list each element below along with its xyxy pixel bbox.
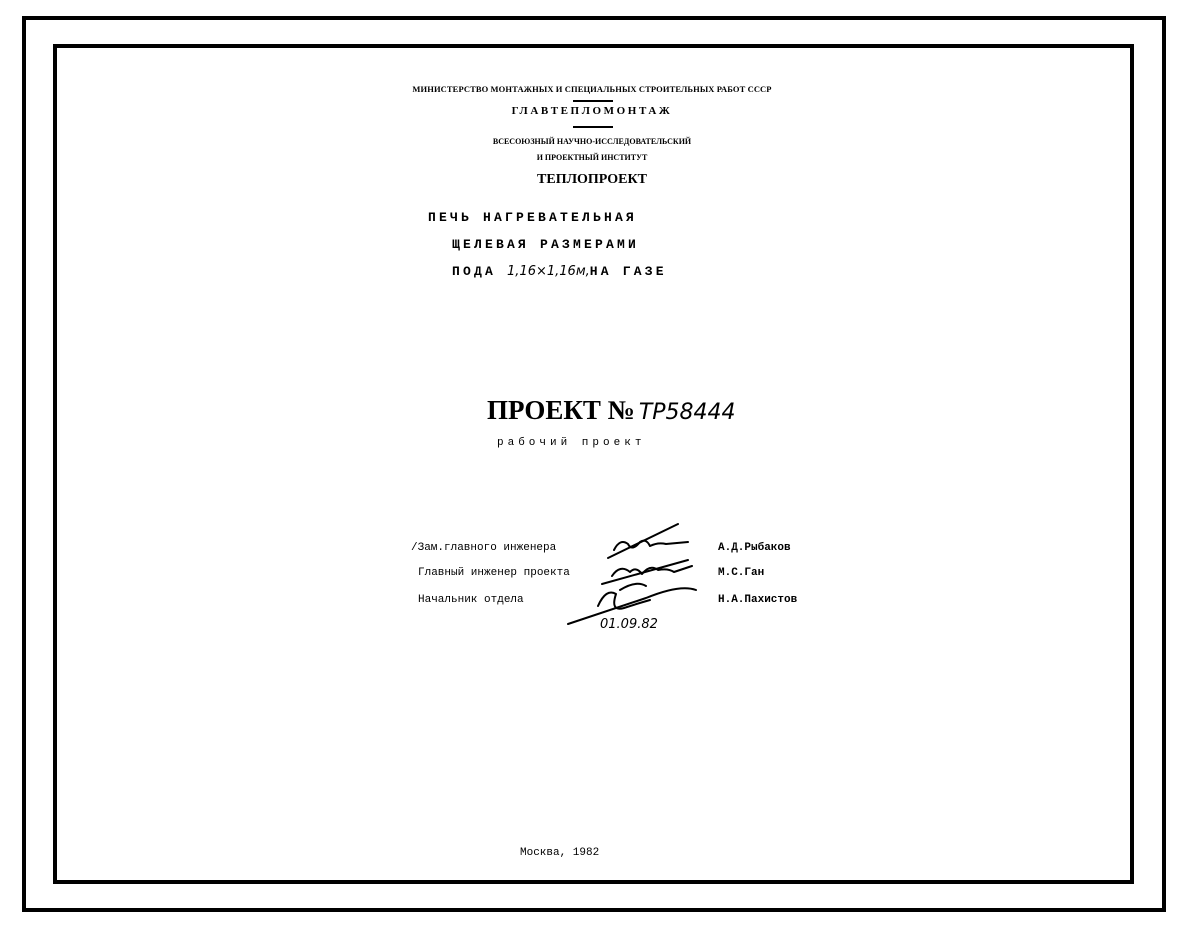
signatory-name: А.Д.Рыбаков <box>718 542 791 554</box>
signatory-role: Начальник отдела <box>418 594 524 606</box>
handwritten-signatures <box>550 520 710 630</box>
signatory-role: Главный инженер проекта <box>418 567 570 579</box>
title-sheet-frame <box>53 44 1134 884</box>
project-label: ПРОЕКТ № <box>487 395 635 425</box>
project-heading <box>487 395 736 426</box>
signature-date: 01.09.82 <box>600 617 658 632</box>
document-title-line-3 <box>452 264 667 279</box>
document-title-line-1: ПЕЧЬ НАГРЕВАТЕЛЬНАЯ <box>428 210 638 225</box>
title-line-3-suffix: НА ГАЗЕ <box>589 264 667 279</box>
signature-stroke <box>620 584 646 590</box>
city-and-year: Москва, 1982 <box>520 847 600 859</box>
title-size-handwritten: 1,16×1,16м, <box>507 264 590 279</box>
project-subtitle: рабочий проект <box>497 437 646 449</box>
divider-rule-top <box>573 100 613 102</box>
signatory-role: /Зам.главного инженера <box>411 542 557 554</box>
signatory-name: М.С.Ган <box>718 567 765 579</box>
divider-rule-bottom <box>573 126 613 128</box>
document-title-line-2: ЩЕЛЕВАЯ РАЗМЕРАМИ <box>452 237 640 252</box>
glavk-name: ГЛАВТЕПЛОМОНТАЖ <box>511 105 673 117</box>
institute-name: ТЕПЛОПРОЕКТ <box>537 172 647 187</box>
institute-line-1: ВСЕСОЮЗНЫЙ НАУЧНО-ИССЛЕДОВАТЕЛЬСКИЙ <box>492 137 692 146</box>
institute-line-2: И ПРОЕКТНЫЙ ИНСТИТУТ <box>536 153 648 162</box>
ministry-name: МИНИСТЕРСТВО МОНТАЖНЫХ И СПЕЦИАЛЬНЫХ СТРОИТЕЛЬНЫХ РАБОТ СССР <box>412 84 772 94</box>
title-line-3-prefix: ПОДА <box>452 264 497 279</box>
project-number: ТР58444 <box>638 400 736 425</box>
signatory-name: Н.А.Пахистов <box>718 594 798 606</box>
